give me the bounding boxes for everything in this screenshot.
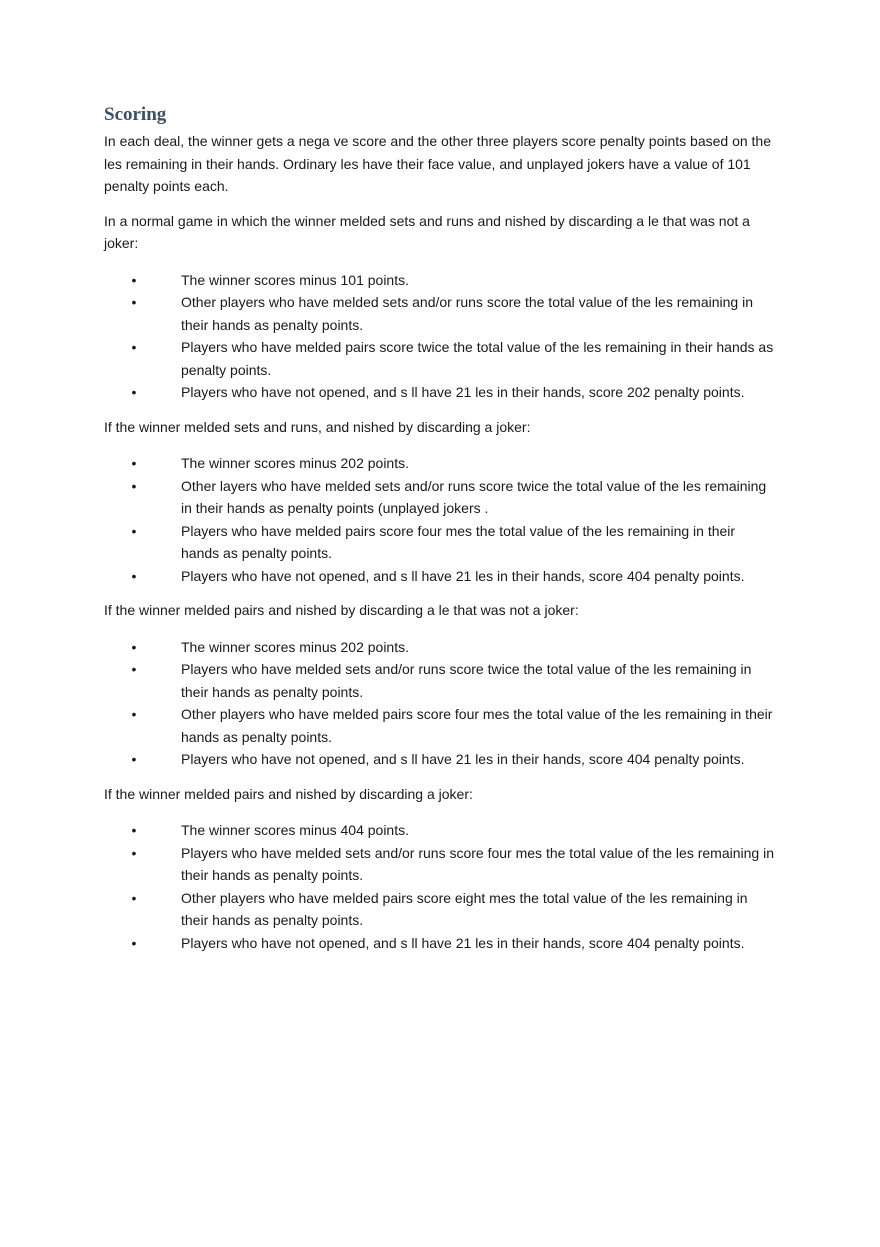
bullet-list [104, 636, 774, 771]
list-item-text: Players who have melded sets and/or runs score four mes the total value of the les remaining in their hands as penalty points. [181, 844, 774, 883]
section-heading: Scoring [104, 104, 167, 125]
list-item-text: The winner scores minus 202 points. [181, 638, 409, 655]
list-item-text: The winner scores minus 101 points. [181, 271, 409, 288]
bullet-icon: • [131, 934, 137, 951]
bullet-icon: • [131, 522, 137, 539]
list-item [104, 658, 774, 703]
bullet-icon: • [131, 844, 137, 861]
section-lead: If the winner melded sets and runs, and nished by discarding a joker: [104, 418, 531, 435]
section-lead: If the winner melded pairs and nished by discarding a joker: [104, 785, 473, 802]
bullet-icon: • [131, 706, 137, 722]
list-item [104, 748, 774, 771]
bullet-icon: • [131, 822, 137, 838]
scoring-section-4 [104, 783, 774, 955]
list-item-text: Players who have melded pairs score four mes the total value of the les remaining in their hands as penalty points. [181, 522, 736, 561]
bullet-icon: • [131, 384, 137, 400]
bullet-icon: • [131, 477, 137, 494]
list-item-text: Players who have melded sets and/or runs score twice the total value of the les remaining in their hands as penalty points. [181, 661, 752, 700]
list-item-text: Players who have not opened, and s ll have 21 les in their hands, score 202 penalty points. [181, 384, 745, 400]
list-item [104, 819, 774, 842]
bullet-icon: • [131, 455, 137, 471]
intro-paragraph: In each deal, the winner gets a nega ve score and the other three players score penalty points based on the les remaining in their hands. Ordinary les have their face value, and unplayed jokers have a value of 101 penalty points each. [104, 133, 771, 194]
list-item-text: Other layers who have melded sets and/or runs score twice the total value of the les remaining in their hands as penalty points (unplayed jokers . [181, 477, 767, 516]
document-content [104, 104, 774, 966]
list-item-text: Other players who have melded pairs score four mes the total value of the les remaining in their hands as penalty points. [181, 706, 773, 745]
bullet-icon: • [131, 889, 137, 906]
list-item [104, 475, 774, 520]
list-item-text: Players who have not opened, and s ll have 21 les in their hands, score 404 penalty points. [181, 934, 745, 951]
list-item [104, 636, 774, 659]
section-lead: If the winner melded pairs and nished by discarding a le that was not a joker: [104, 602, 579, 618]
list-item [104, 565, 774, 588]
list-item-text: Players who have not opened, and s ll have 21 les in their hands, score 404 penalty points. [181, 567, 745, 584]
list-item-text: The winner scores minus 202 points. [181, 455, 409, 471]
bullet-icon: • [131, 751, 137, 767]
list-item [104, 887, 774, 932]
list-item [104, 932, 774, 955]
bullet-icon: • [131, 661, 137, 677]
scoring-section-2 [104, 416, 774, 588]
bullet-list [104, 819, 774, 954]
bullet-icon: • [131, 339, 137, 355]
list-item [104, 842, 774, 887]
list-item-text: Players who have melded pairs score twice the total value of the les remaining in their hands as penalty points. [181, 339, 774, 378]
bullet-list [104, 269, 774, 404]
list-item-text: The winner scores minus 404 points. [181, 822, 409, 838]
list-item [104, 452, 774, 475]
list-item [104, 269, 774, 292]
bullet-icon: • [131, 271, 137, 288]
list-item-text: Players who have not opened, and s ll have 21 les in their hands, score 404 penalty points. [181, 751, 745, 767]
list-item [104, 703, 774, 748]
list-item-text: Other players who have melded pairs score eight mes the total value of the les remaining in their hands as penalty points. [181, 889, 748, 928]
list-item [104, 520, 774, 565]
bullet-icon: • [131, 638, 137, 655]
list-item-text: Other players who have melded sets and/or runs score the total value of the les remaining in their hands as penalty points. [181, 294, 753, 333]
bullet-icon: • [131, 567, 137, 584]
section-lead: In a normal game in which the winner melded sets and runs and nished by discarding a le that was not a joker: [104, 212, 750, 251]
bullet-list [104, 452, 774, 587]
list-item [104, 381, 774, 404]
list-item [104, 336, 774, 381]
bullet-icon: • [131, 294, 137, 310]
scoring-section-1 [104, 210, 774, 404]
list-item [104, 291, 774, 336]
scoring-section-3 [104, 599, 774, 771]
